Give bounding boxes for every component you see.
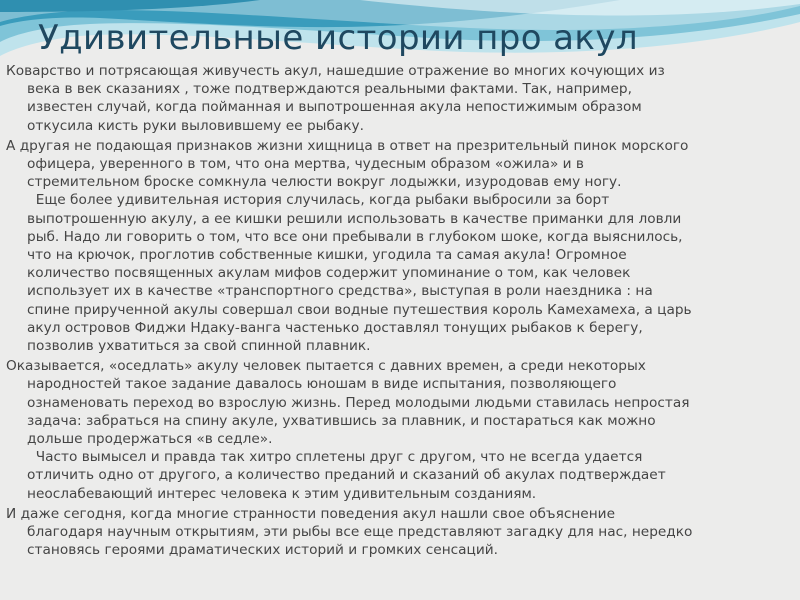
paragraph-line: стремительном броске сомкнула челюсти вокруг лодыжки, изуродовав ему ногу. — [27, 174, 622, 191]
paragraph-line: количество посвященных акулам мифов содержит упоминание о том, как человек — [27, 265, 631, 282]
paragraph-first-line: И даже сегодня, когда многие странности поведения акул нашли свое объяснение — [6, 505, 615, 522]
paragraph-line: позволив ухватиться за свой спинной плавник. — [27, 338, 371, 355]
paragraph-line: дольше продержаться «в седле». — [27, 431, 273, 448]
paragraph-line: выпотрошенную акулу, а ее кишки решили использовать в качестве приманки для ловли — [27, 210, 682, 227]
paragraph-3 — [6, 357, 796, 503]
slide-body — [6, 62, 796, 561]
paragraph-4 — [6, 505, 796, 560]
paragraph-line: века в век сказаниях , тоже подтверждаются реальными фактами. Так, например, — [27, 81, 632, 98]
paragraph-line: спине прирученной акулы совершал свои водные путешествия король Камехамеха, а царь — [27, 301, 692, 318]
paragraph-line: откусила кисть руки выловившему ее рыбаку. — [27, 117, 364, 134]
paragraph-line: использует их в качестве «транспортного средства», выступая в роли наездника : на — [27, 283, 653, 300]
paragraph-first-line: Оказывается, «оседлать» акулу человек пытается с давних времен, а среди некоторых — [6, 358, 646, 375]
paragraph-2 — [6, 137, 796, 355]
paragraph-line: ознаменовать переход во взрослую жизнь. Перед молодыми людьми ставилась непростая — [27, 394, 690, 411]
paragraph-line: офицера, уверенного в том, что она мертва, чудесным образом «ожила» и в — [27, 156, 584, 173]
paragraph-line: задача: забраться на спину акуле, ухватившись за плавник, и постараться как можно — [27, 412, 656, 429]
paragraph-line: акул островов Фиджи Ндаку-ванга частенько доставлял тонущих рыбаков к берегу, — [27, 319, 643, 336]
paragraph-line: что на крючок, проглотив собственные кишки, угодила та самая акула! Огромное — [27, 247, 627, 264]
paragraph-line: рыб. Надо ли говорить о том, что все они пребывали в глубоком шоке, когда выяснилось, — [27, 228, 683, 245]
paragraph-line: становясь героями драматических историй и громких сенсаций. — [27, 542, 499, 559]
paragraph-line: Еще более удивительная история случилась, когда рыбаки выбросили за борт — [27, 192, 610, 209]
paragraph-first-line: А другая не подающая признаков жизни хищница в ответ на презрительный пинок морского — [6, 137, 689, 154]
paragraph-line: неослабевающий интерес человека к этим удивительным созданиям. — [27, 485, 537, 502]
paragraph-line: народностей такое задание давалось юношам в виде испытания, позволяющего — [27, 376, 617, 393]
slide-title: Удивительные истории про акул — [38, 18, 638, 58]
paragraph-first-line: Коварство и потрясающая живучесть акул, нашедшие отражение во многих кочующих из — [6, 63, 665, 79]
paragraph-line: известен случай, когда пойманная и выпотрошенная акула непостижимым образом — [27, 99, 642, 116]
paragraph-line: Часто вымысел и правда так хитро сплетены друг с другом, что не всегда удается — [27, 449, 643, 466]
paragraph-line: благодаря научным открытиям, эти рыбы все еще представляют загадку для нас, нередко — [27, 524, 693, 541]
paragraph-1 — [6, 62, 796, 135]
paragraph-line: отличить одно от другого, а количество преданий и сказаний об акулах подтверждает — [27, 467, 666, 484]
